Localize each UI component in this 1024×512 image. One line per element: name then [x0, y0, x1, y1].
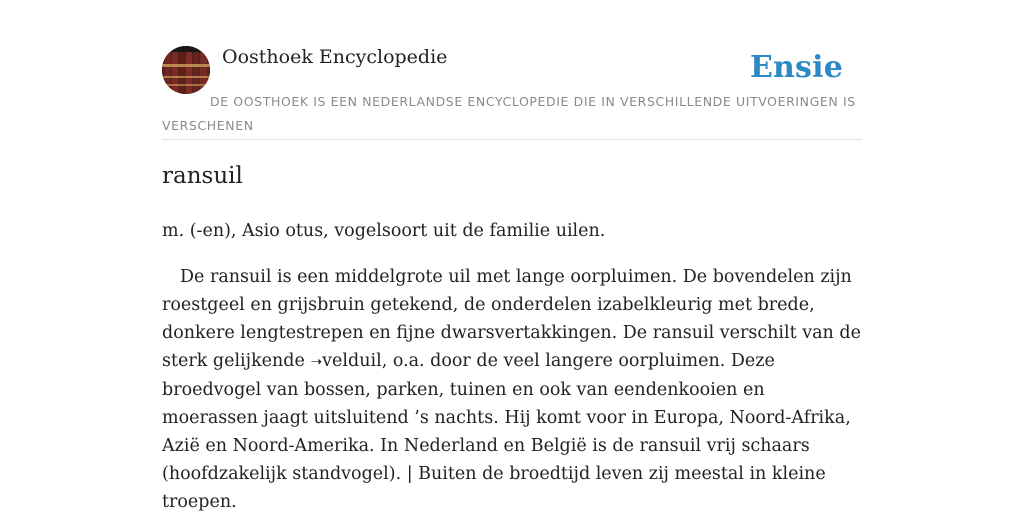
entry-definition: m. (-en), Asio otus, vogelsoort uit de familie uilen.: [162, 221, 606, 241]
entry-title: ransuil: [162, 163, 243, 189]
encyclopedia-books-avatar[interactable]: [162, 46, 210, 94]
entry-paragraph: [162, 263, 862, 512]
crossref-link-velduil[interactable]: [310, 351, 381, 371]
crossref-link-label: velduil: [322, 351, 382, 371]
entry-body: [162, 263, 862, 512]
page-container: [162, 0, 862, 512]
site-tagline: DE OOSTHOEK IS EEN NEDERLANDSE ENCYCLOPEDIE DIE IN VERSCHILLENDE UITVOERINGEN IS VERSCHENEN: [162, 94, 856, 133]
body-text-part1: De ransuil is een middelgrote uil met lange oorpluimen. De bovendelen zijn roestgeel en grijsbruin getekend, de onderdelen izabelkleurig met brede, donkere lengtestrepen en fijne dwarsvertakkingen. De ransuil verschilt van de sterk gelijkende: [162, 267, 861, 371]
arrow-icon: ➝: [310, 354, 323, 370]
site-header: [162, 0, 862, 140]
body-text-part2: , o.a. door de veel langere oorpluimen. Deze broedvogel van bossen, parken, tuinen en ook van eendenkooien en moerassen jaagt uitsluitend ’s nachts. Hij komt voor in Europa, Noord-Afrika, Azië en Noord-Amerika. In Nederland en België is de ransuil vrij schaars (hoofdzakelijk standvogel). | Buiten de broedtijd leven zij meestal in kleine troepen.: [162, 351, 851, 512]
site-title[interactable]: Oosthoek Encyclopedie: [222, 46, 448, 68]
brand-logo[interactable]: Ensie: [749, 50, 843, 85]
books-icon: [162, 46, 210, 94]
